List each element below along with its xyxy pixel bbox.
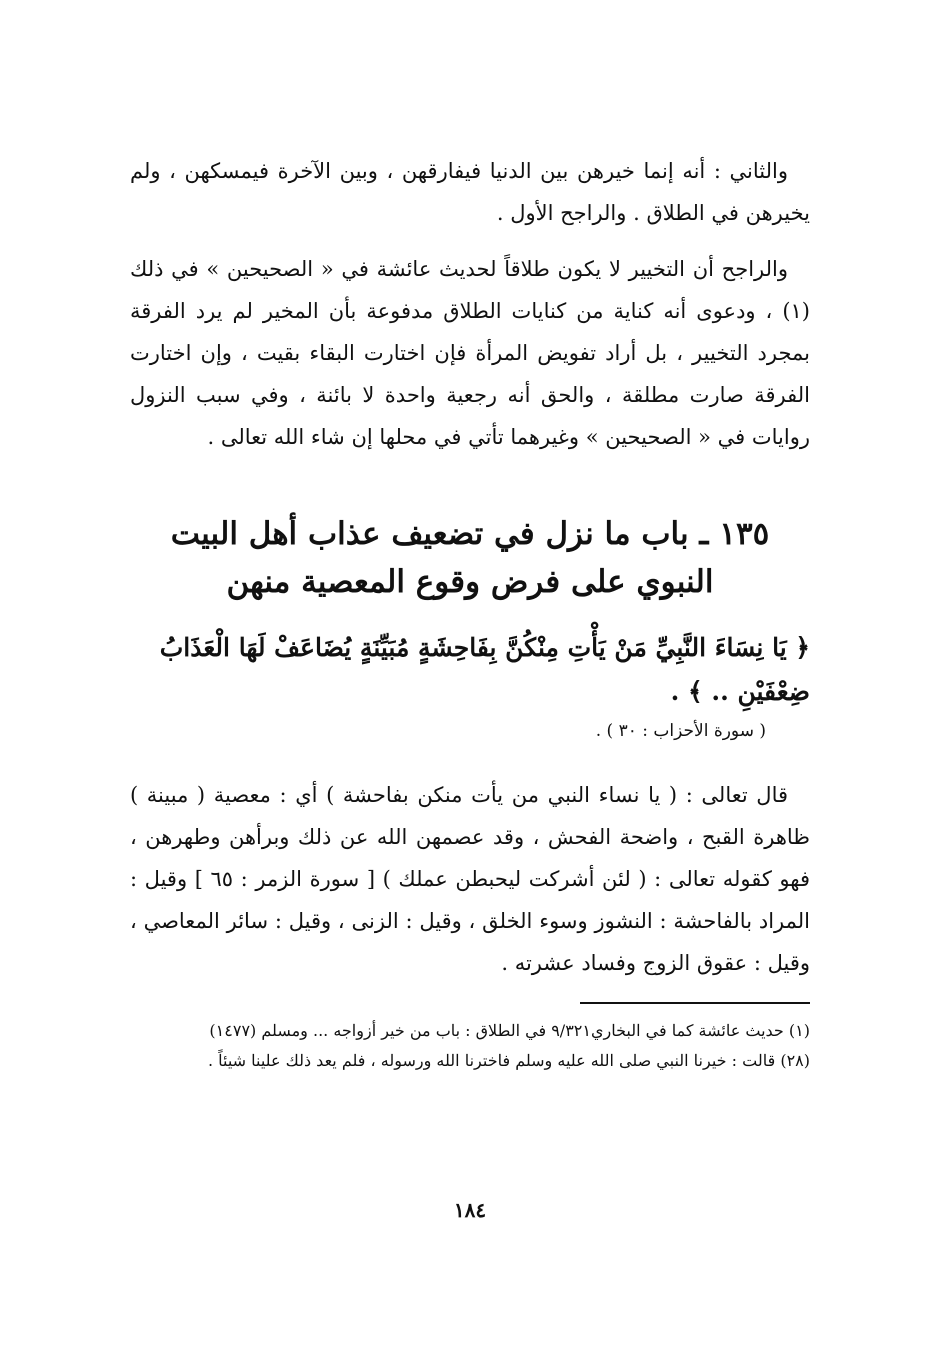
- intro-paragraph-2: والراجح أن التخيير لا يكون طلاقاً لحديث عائشة في « الصحيحين » في ذلك (١) ، ودعوى أنه كناية من كنايات الطلاق مدفوعة بأن المخير لم يرد الفرقة بمجرد التخيير ، بل أراد تفويض المرأة فإن اختارت البقاء بقيت ، وإن اختارت الفرقة صارت مطلقة ، والحق أنه رجعية واحدة لا بائنة ، وفي سبب النزول روايات في « الصحيحين » وغيرهما تأتي في محلها إن شاء الله تعالى .: [130, 257, 810, 449]
- intro-paragraph-1: والثاني : أنه إنما خيرهن بين الدنيا فيفارقهن ، وبين الآخرة فيمسكهن ، ولم يخيرهن في الطلاق . والراجح الأول .: [130, 159, 810, 225]
- footnote-divider: [580, 1002, 810, 1004]
- verse-citation: ( سورة الأحزاب : ٣٠ ) .: [595, 721, 766, 741]
- chapter-heading: ١٣٥ ـ باب ما نزل في تضعيف عذاب أهل البيت النبوي على فرض وقوع المعصية منهن: [170, 516, 770, 600]
- page-content: [130, 150, 810, 1076]
- footnote-line-2: (٢٨) قالت : خيرنا النبي صلى الله عليه وسلم فاخترنا الله ورسوله ، فلم يعد ذلك علينا شيئاً .: [207, 1051, 810, 1070]
- quran-verse: ﴿ يَا نِسَاءَ النَّبِيِّ مَنْ يَأْتِ مِنْكُنَّ بِفَاحِشَةٍ مُبَيِّنَةٍ يُضَاعَفْ لَهَا الْعَذَابُ ضِعْفَيْنِ .. ﴾ .: [159, 633, 810, 706]
- footnote-line-1: (١) حديث عائشة كما في البخاري٩/٣٢١ في الطلاق : باب من خير أزواجه ... ومسلم (١٤٧٧): [209, 1021, 810, 1040]
- commentary-paragraph: قال تعالى : ( يا نساء النبي من يأت منكن بفاحشة ) أي : معصية ( مبينة ) ظاهرة القبح ، واضحة الفحش ، وقد عصمهن الله عن ذلك وبرأهن وطهرهن ، فهو كقوله تعالى : ( لئن أشركت ليحبطن عملك ) [ سورة الزمر : ٦٥ ] وقيل : المراد بالفاحشة : النشوز وسوء الخلق ، وقيل : الزنى ، وقيل : سائر المعاصي ، وقيل : عقوق الزوج وفساد عشرته .: [130, 783, 811, 975]
- page-number: ١٨٤: [453, 1198, 487, 1222]
